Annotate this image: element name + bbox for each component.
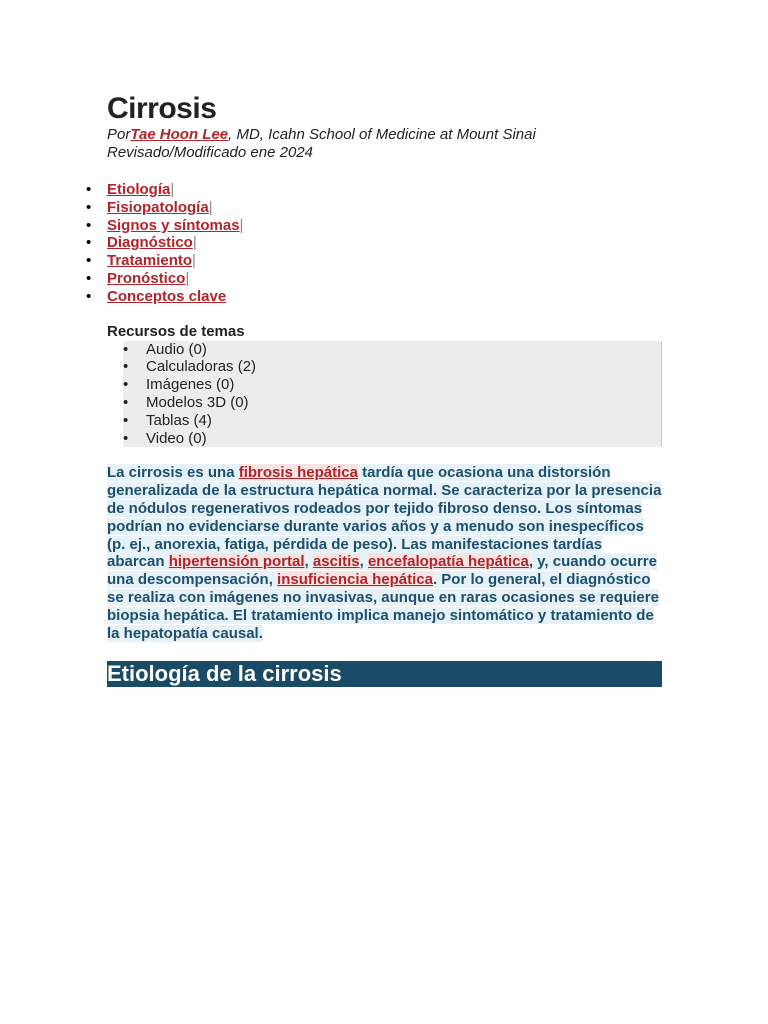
resource-item-tablas[interactable] — [123, 412, 661, 430]
toc-item-fisiopatologia — [86, 198, 662, 217]
page-title: Cirrosis — [107, 92, 217, 125]
bullet-icon: • — [123, 411, 129, 429]
link-insuficiencia-hepatica[interactable]: insuficiencia hepática — [277, 571, 433, 589]
resource-item-modelos-3d[interactable] — [123, 394, 661, 412]
link-ascitis[interactable]: ascitis — [312, 553, 360, 571]
author-suffix: , MD, — [228, 126, 269, 143]
resource-label: Imágenes (0) — [146, 376, 235, 394]
bullet-icon: • — [86, 269, 92, 287]
summary-text: La cirrosis es una — [107, 464, 239, 482]
byline — [107, 126, 662, 144]
bullet-icon: • — [86, 198, 92, 216]
toc-link[interactable]: Fisiopatología — [107, 198, 209, 216]
toc-link[interactable]: Signos y síntomas — [107, 216, 240, 234]
resources-heading: Recursos de temas — [107, 322, 245, 340]
toc-link[interactable]: Conceptos clave — [107, 287, 227, 305]
table-of-contents — [86, 181, 662, 306]
toc-item-signos — [86, 216, 662, 235]
resources-list — [123, 341, 662, 448]
toc-separator: | — [185, 269, 190, 287]
summary-text: , y, cuando ocurre una descompensación, — [107, 553, 657, 589]
resource-item-audio[interactable] — [123, 341, 661, 359]
resource-label: Audio (0) — [146, 340, 207, 358]
revised-line — [107, 144, 662, 162]
toc-link[interactable]: Etiología — [107, 181, 171, 198]
toc-item-tratamiento — [86, 252, 662, 270]
institution: Icahn School of Medicine at Mount Sinai — [268, 126, 536, 143]
toc-link[interactable]: Pronóstico — [107, 269, 186, 287]
link-hipertension-portal[interactable]: hipertensión portal — [168, 553, 305, 571]
resource-label: Tablas (4) — [146, 411, 212, 429]
bullet-icon: • — [123, 340, 129, 358]
link-encefalopatia-hepatica[interactable]: encefalopatía hepática — [367, 553, 529, 571]
summary-paragraph — [107, 464, 662, 642]
bullet-icon: • — [86, 287, 92, 305]
toc-item-conceptos — [86, 287, 662, 306]
summary-text: , — [359, 553, 368, 571]
revised-date: ene 2024 — [250, 144, 313, 161]
resource-item-video[interactable] — [123, 430, 661, 448]
bullet-icon: • — [123, 376, 129, 394]
author-link[interactable]: Tae Hoon Lee — [130, 126, 229, 143]
summary-text: , — [304, 553, 313, 571]
summary-text: . Por lo general, el diagnóstico se realiza con imágenes no invasivas, aunque en raras ocasiones se requiere biopsia hepática. El tratamiento implica manejo sintomático y tratamiento de la hepatopatía causal. — [107, 571, 659, 642]
toc-link[interactable]: Diagnóstico — [107, 234, 193, 252]
revised-label: Revisado/Modificado — [107, 144, 247, 161]
resource-item-calculadoras[interactable] — [123, 358, 661, 376]
resource-label: Video (0) — [146, 429, 207, 447]
bullet-icon: • — [86, 216, 92, 234]
link-fibrosis-hepatica[interactable]: fibrosis hepática — [238, 464, 358, 482]
bullet-icon: • — [123, 429, 129, 447]
by-prefix: Por — [107, 126, 131, 143]
toc-separator: | — [239, 216, 244, 234]
resource-item-imagenes[interactable] — [123, 376, 661, 394]
toc-link[interactable]: Tratamiento — [107, 252, 193, 270]
toc-item-pronostico — [86, 269, 662, 288]
section-heading: Etiología de la cirrosis — [107, 661, 662, 687]
bullet-icon: • — [123, 358, 129, 376]
resource-label: Modelos 3D (0) — [146, 393, 249, 411]
summary-text: tardía que ocasiona una distorsión generalizada de la estructura hepática normal. Se caracteriza por la presencia de nódulos regenerativos rodeados por tejido fibroso denso. Los síntomas podrían no evidenciarse durante varios años y a menudo son inespecíficos (p. ej., anorexia, fatiga, pérdida de peso). Las manifestaciones tardías abarcan — [107, 464, 662, 571]
toc-item-etiologia — [86, 181, 662, 199]
bullet-icon: • — [123, 393, 129, 411]
toc-item-diagnostico — [86, 234, 662, 252]
toc-separator: | — [208, 198, 213, 216]
bullet-icon: • — [86, 252, 92, 270]
toc-separator: | — [192, 234, 197, 252]
resource-label: Calculadoras (2) — [146, 358, 257, 376]
bullet-icon: • — [86, 234, 92, 252]
article — [86, 92, 662, 687]
toc-separator: | — [192, 252, 196, 270]
bullet-icon: • — [86, 181, 92, 198]
toc-separator: | — [170, 181, 175, 198]
